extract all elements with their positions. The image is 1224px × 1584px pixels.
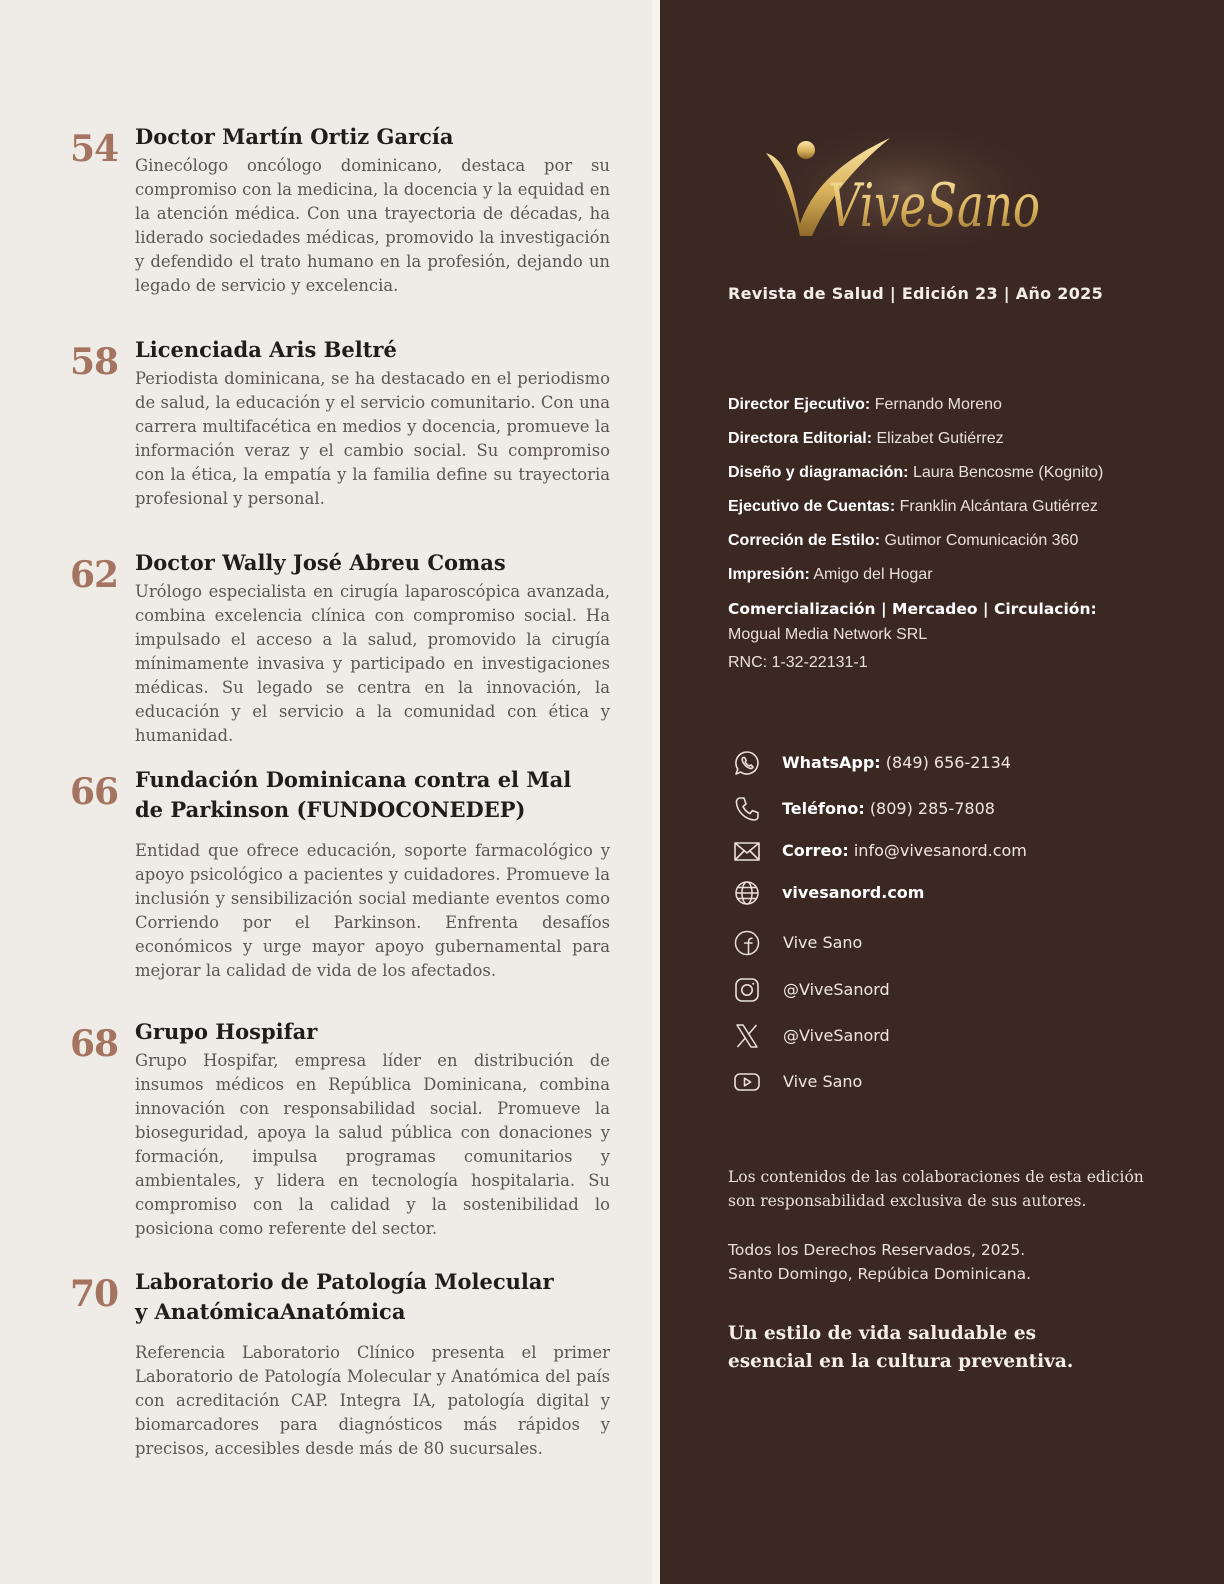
credit-name: Franklin Alcántara Gutiérrez [899, 498, 1098, 515]
vive-sano-logo [760, 128, 1050, 248]
credit-line [728, 529, 1188, 563]
article-summary: Referencia Laboratorio Clínico presenta el primer Laboratorio de Patología Molecular y Anatómica del país con acreditación CAP. Integra IA, patología digital y biomarcadores para diagnósticos más rápidos y precisos, accesibles desde más de 80 sucursales. [135, 1343, 610, 1458]
whatsapp-icon [732, 748, 762, 778]
phone-icon [732, 794, 762, 824]
x-contact[interactable] [730, 1019, 1170, 1055]
website-contact[interactable] [730, 876, 1170, 912]
article-summary: Periodista dominicana, se ha destacado en el periodismo de salud, la educación y el servicio comunitario. Con una carrera multifacética en medios y docencia, promueve la información veraz y el cambio social. Su compromiso con la ética, la empatía y la familia define su trayectoria profesional y personal. [135, 369, 610, 508]
disclaimer [728, 1165, 1168, 1213]
credit-line [728, 461, 1188, 495]
instagram-contact[interactable] [730, 973, 1170, 1009]
credit-role: Impresión: [728, 566, 810, 583]
credit-role: Diseño y diagramación: [728, 464, 909, 481]
facebook-icon [732, 928, 762, 958]
disclaimer-line: son responsabilidad exclusiva de sus autores. [728, 1192, 1087, 1210]
copyright-line: Todos los Derechos Reservados, 2025. [728, 1241, 1026, 1259]
logo-wordmark: ViveSano [828, 171, 1040, 241]
youtube-contact[interactable] [730, 1065, 1170, 1101]
company-name: Mogual Media Network SRL [728, 626, 928, 643]
page-number: 54 [70, 128, 119, 170]
article-summary: Urólogo especialista en cirugía laparoscópica avanzada, combina excelencia clínica con compromiso social. Ha impulsado el acceso a la salud, promovido la cirugía mínimamente invasiva y participado en investigaciones médicas. Su legado se centra en la innovación, la educación y el servicio a la comunidad con ética y humanidad. [135, 582, 610, 745]
credit-line [728, 495, 1188, 529]
instagram-icon [732, 975, 762, 1005]
location-line: Santo Domingo, Repúbica Dominicana. [728, 1265, 1032, 1283]
website-value: vivesanord.com [782, 883, 925, 902]
phone-text [782, 799, 995, 818]
page-number: 66 [70, 771, 119, 813]
contact-label: WhatsApp: [782, 753, 881, 772]
rnc-number: RNC: 1-32-22131-1 [728, 654, 868, 671]
slogan [728, 1320, 1073, 1376]
commerce-label: Comercialización | Mercadeo | Circulación: [728, 600, 1097, 618]
credit-role: Ejecutivo de Cuentas: [728, 498, 896, 515]
phone-contact[interactable] [730, 792, 1170, 828]
whatsapp-text [782, 753, 1011, 772]
credit-name: Fernando Moreno [874, 396, 1002, 413]
credit-line [728, 563, 1188, 597]
contact-label: Teléfono: [782, 799, 865, 818]
credits-list [728, 393, 1188, 677]
article-title: Doctor Wally José Abreu Comas [135, 550, 506, 575]
credit-role: Directora Editorial: [728, 430, 873, 447]
x-text: @ViveSanord [783, 1026, 890, 1045]
article-summary: Ginecólogo oncólogo dominicano, destaca por su compromiso con la medicina, la docencia y la equidad en la atención médica. Con una trayectoria de décadas, ha liderado sociedades médicas, promovido la investigación y defendido el trato humano en la profesión, dejando un legado de servicio y excelencia. [135, 156, 610, 295]
article-title-line: Fundación Dominicana contra el Mal [135, 767, 572, 792]
article-title [135, 1267, 610, 1327]
article-title-line: y AnatómicaAnatómica [135, 1299, 406, 1324]
globe-icon [732, 878, 762, 908]
x-icon [732, 1021, 762, 1051]
article-title: Doctor Martín Ortiz García [135, 124, 454, 149]
contact-value: (849) 656-2134 [885, 753, 1011, 772]
article-summary: Grupo Hospifar, empresa líder en distribución de insumos médicos en República Dominicana, combina innovación con responsabilidad social. Promueve la bioseguridad, apoya la salud pública con donaciones y formación, impulsa programas comunitarios y ambientales, y lidera en tecnología hospitalaria. Su compromiso con la calidad y la sostenibilidad lo posiciona como referente del sector. [135, 1051, 610, 1238]
copyright [728, 1238, 1031, 1286]
article-title-line: de Parkinson (FUNDOCONEDEP) [135, 797, 526, 822]
facebook-text: Vive Sano [783, 933, 863, 952]
website-text [782, 883, 924, 902]
page-divider [652, 0, 660, 1584]
page-number: 68 [70, 1023, 119, 1065]
facebook-contact[interactable] [730, 926, 1170, 962]
contact-label: Correo: [782, 841, 849, 860]
masthead-panel [660, 0, 1224, 1584]
credit-name: Elizabet Gutiérrez [876, 430, 1004, 447]
whatsapp-contact[interactable] [730, 746, 1170, 782]
email-text [782, 841, 1027, 860]
page-number: 58 [70, 341, 119, 383]
page-number: 62 [70, 554, 119, 596]
credit-name: Laura Bencosme (Kognito) [912, 464, 1104, 481]
slogan-line: esencial en la cultura preventiva. [728, 1351, 1074, 1372]
article-title: Grupo Hospifar [135, 1019, 318, 1044]
edition-tagline: Revista de Salud | Edición 23 | Año 2025 [728, 284, 1104, 303]
disclaimer-line: Los contenidos de las colaboraciones de esta edición [728, 1168, 1144, 1186]
youtube-text: Vive Sano [783, 1072, 863, 1091]
email-contact[interactable] [730, 834, 1170, 870]
credit-name: Gutimor Comunicación 360 [884, 532, 1079, 549]
article-title-line: Laboratorio de Patología Molecular [135, 1269, 554, 1294]
credit-role: Director Ejecutivo: [728, 396, 871, 413]
credit-role: Correción de Estilo: [728, 532, 881, 549]
credit-line [728, 427, 1188, 461]
youtube-icon [732, 1067, 762, 1097]
credit-line [728, 393, 1188, 427]
article-title: Licenciada Aris Beltré [135, 337, 397, 362]
article-title [135, 765, 610, 825]
article-summary: Entidad que ofrece educación, soporte farmacológico y apoyo psicológico a pacientes y cuidadores. Promueve la inclusión y sensibilización social mediante eventos como Corriendo por el Parkinson. Enfrenta desafíos económicos y urge mayor apoyo gubernamental para mejorar la calidad de vida de los afectados. [135, 841, 610, 980]
page-number: 70 [70, 1273, 119, 1315]
credit-name: Amigo del Hogar [813, 566, 933, 583]
contact-value: (809) 285-7808 [869, 799, 995, 818]
slogan-line: Un estilo de vida saludable es [728, 1323, 1037, 1344]
mail-icon [732, 836, 762, 866]
contact-value: info@vivesanord.com [853, 841, 1027, 860]
instagram-text: @ViveSanord [783, 980, 890, 999]
